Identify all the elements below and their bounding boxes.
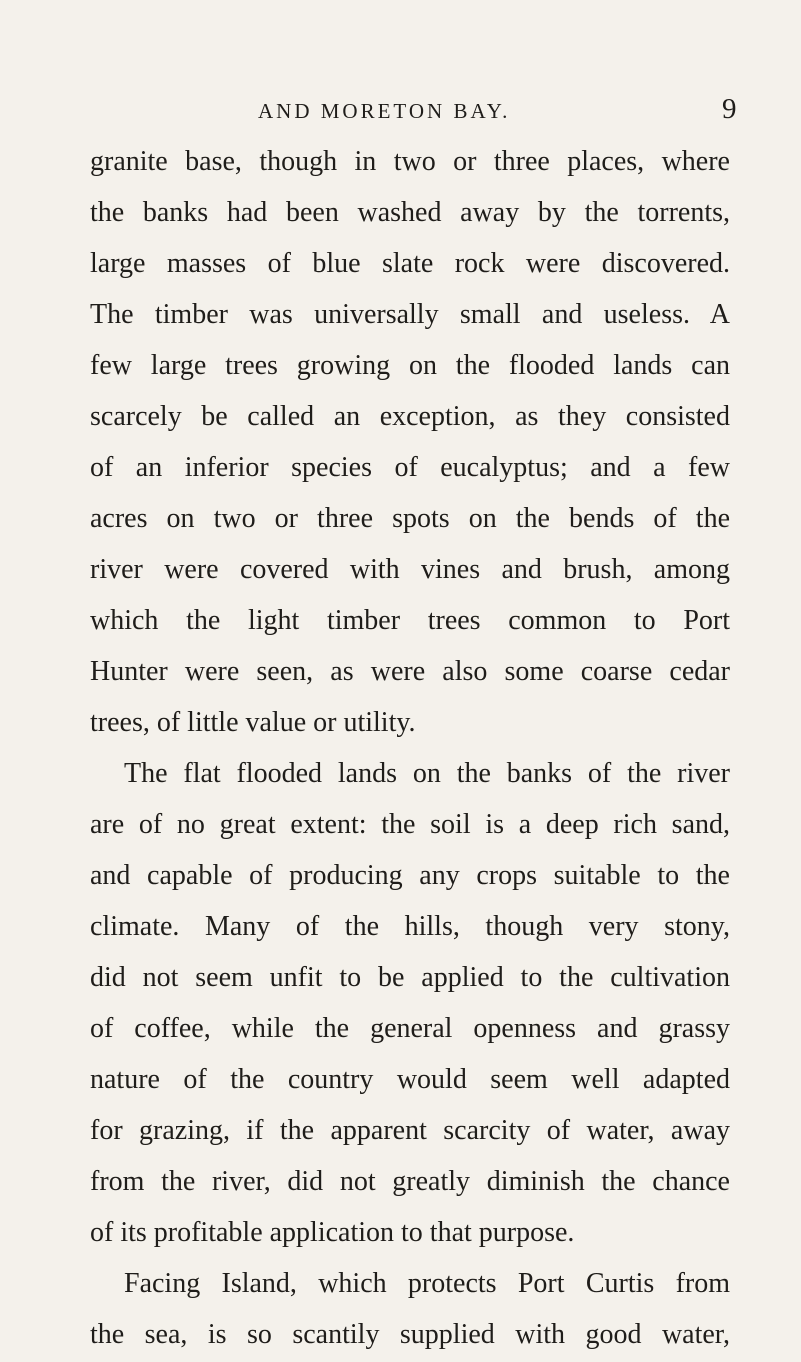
body-text [90, 136, 730, 1360]
text-line: nature of the country would seem well adapted [90, 1064, 730, 1095]
text-line: Facing Island, which protects Port Curtis from [124, 1268, 730, 1299]
text-line: and capable of producing any crops suitable to the [90, 860, 730, 891]
text-line: the banks had been washed away by the torrents, [90, 197, 730, 228]
text-line: Hunter were seen, as were also some coarse cedar [90, 656, 730, 687]
text-line: of coffee, while the general openness and grassy [90, 1013, 730, 1044]
text-line: scarcely be called an exception, as they consisted [90, 401, 730, 432]
text-line: the sea, is so scantily supplied with good water, [90, 1319, 730, 1350]
text-line: did not seem unfit to be applied to the cultivation [90, 962, 730, 993]
running-head [0, 93, 801, 136]
text-line: which the light timber trees common to Port [90, 605, 730, 636]
text-line: are of no great extent: the soil is a deep rich sand, [90, 809, 730, 840]
text-line: river were covered with vines and brush, among [90, 554, 730, 585]
text-line: few large trees growing on the flooded lands can [90, 350, 730, 381]
text-line: large masses of blue slate rock were discovered. [90, 248, 730, 279]
text-line: The timber was universally small and useless. A [90, 299, 730, 330]
text-line: from the river, did not greatly diminish the chance [90, 1166, 730, 1197]
running-title: AND MORETON BAY. [258, 99, 511, 123]
text-line: trees, of little value or utility. [90, 707, 416, 738]
page-number: 9 [722, 93, 737, 125]
text-line: for grazing, if the apparent scarcity of water, away [90, 1115, 730, 1146]
text-line: of its profitable application to that purpose. [90, 1217, 575, 1248]
text-line: acres on two or three spots on the bends of the [90, 503, 730, 534]
text-line: The flat flooded lands on the banks of the river [124, 758, 730, 789]
text-line: of an inferior species of eucalyptus; and a few [90, 452, 730, 483]
text-line: climate. Many of the hills, though very stony, [90, 911, 730, 942]
text-line: granite base, though in two or three places, where [90, 146, 730, 177]
